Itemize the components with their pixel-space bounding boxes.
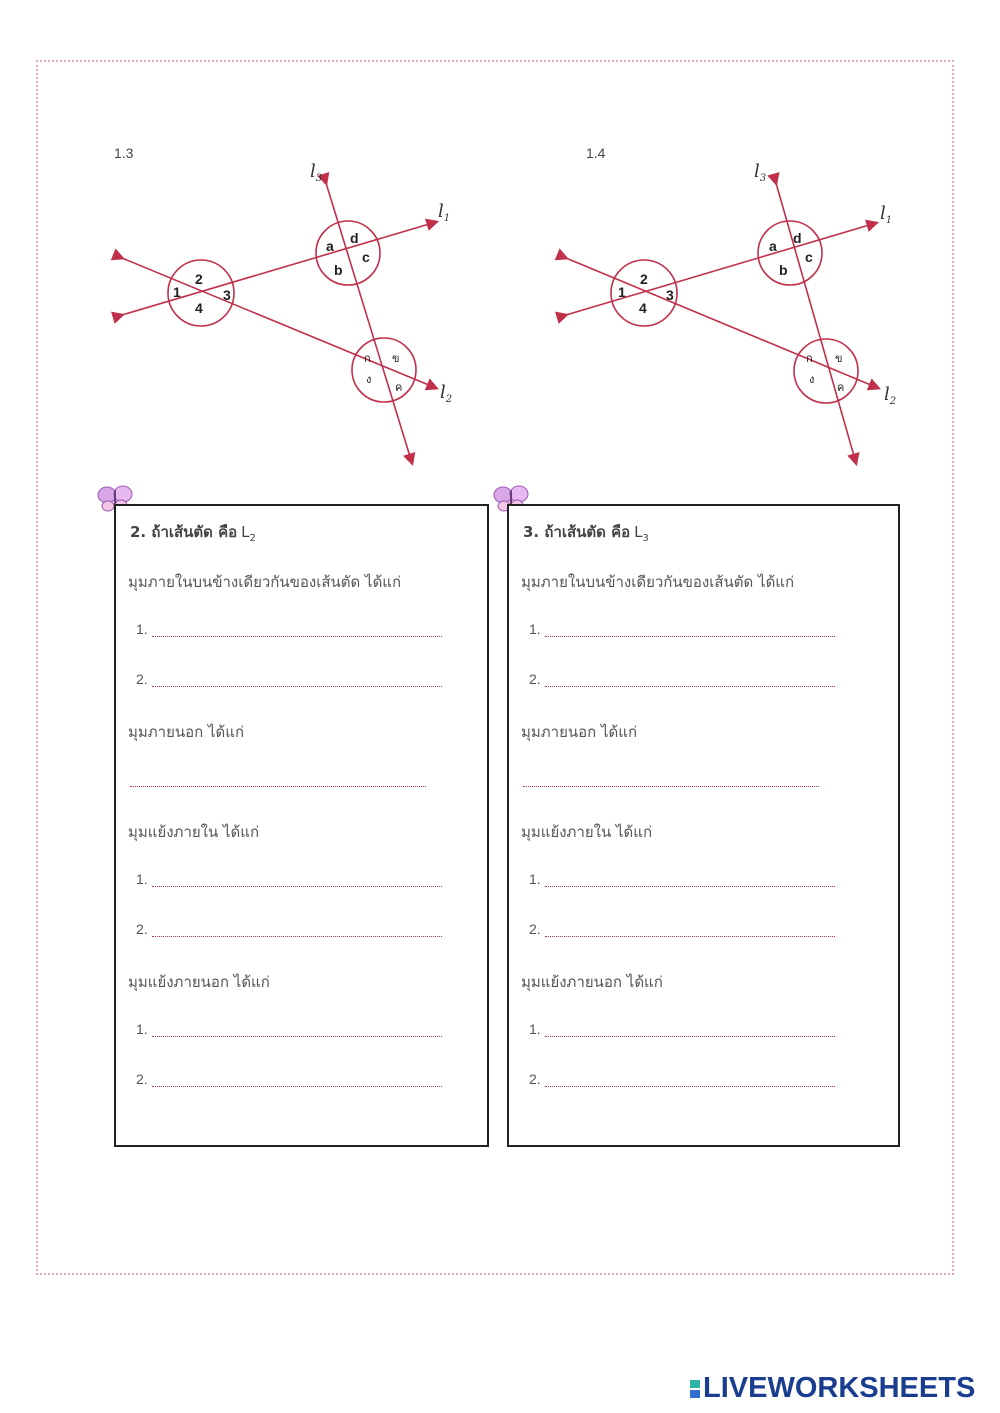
liveworksheets-logo [690, 1372, 975, 1405]
line-label-l2: $l_2$ [440, 382, 453, 405]
angle-label: b [334, 262, 343, 278]
line-label-l2: $l_2$ [884, 384, 897, 407]
interior-same-side-label: มุมภายในบนข้างเดียวกันของเส้นตัด ได้แก่ [521, 573, 795, 591]
answer-field[interactable] [523, 770, 819, 787]
interior-same-side-label: มุมภายในบนข้างเดียวกันของเส้นตัด ได้แก่ [128, 573, 402, 591]
answer-field[interactable]: 1. [529, 870, 835, 887]
answer-field[interactable]: 1. [136, 620, 442, 637]
diagram-1-4 [586, 145, 916, 475]
answer-field[interactable]: 2. [529, 920, 835, 937]
angle-label: ข [835, 352, 843, 365]
line-label-l1: $l_1$ [438, 201, 451, 224]
angle-label: ง [809, 373, 815, 386]
answer-field[interactable] [130, 770, 426, 787]
angle-label: ก [806, 352, 813, 365]
angle-label: c [362, 249, 370, 265]
diagram-svg [114, 145, 474, 475]
diagram-number: 1.3 [114, 145, 134, 161]
angle-label: 2 [195, 271, 203, 287]
angle-label: 2 [640, 271, 648, 287]
angle-label: ค [395, 381, 403, 394]
line-label-l1: $l_1$ [880, 203, 893, 226]
angle-label: ก [364, 352, 371, 365]
answer-field[interactable]: 1. [529, 620, 835, 637]
angle-label: ง [366, 373, 372, 386]
angle-label: 1 [618, 284, 626, 300]
angle-label: 4 [639, 300, 647, 316]
answer-field[interactable]: 2. [136, 670, 442, 687]
angle-label: a [326, 238, 334, 254]
answer-field[interactable]: 1. [529, 1020, 835, 1037]
angle-label: d [793, 230, 802, 246]
answer-field[interactable]: 2. [529, 1070, 835, 1087]
diagram-number: 1.4 [586, 145, 606, 161]
box-title: 3. ถ้าเส้นตัด คือ $L_3$ [523, 523, 649, 544]
alt-interior-label: มุมแย้งภายใน ได้แก่ [128, 823, 260, 841]
exterior-label: มุมภายนอก ได้แก่ [521, 723, 638, 741]
alt-exterior-label: มุมแย้งภายนอก ได้แก่ [128, 973, 270, 991]
answer-field[interactable]: 2. [136, 920, 442, 937]
logo-badge-icon [690, 1379, 700, 1399]
line-label-l3: $l_3$ [754, 161, 767, 184]
angle-label: c [805, 249, 813, 265]
angle-label: ค [837, 381, 845, 394]
angle-label: a [769, 238, 777, 254]
diagram-svg [586, 145, 916, 475]
answer-field[interactable]: 1. [136, 1020, 442, 1037]
angle-label: b [779, 262, 788, 278]
alt-exterior-label: มุมแย้งภายนอก ได้แก่ [521, 973, 663, 991]
angle-label: 3 [223, 287, 231, 303]
diagram-1-3 [114, 145, 474, 475]
angle-label: d [350, 230, 359, 246]
line-label-l3: $l_3$ [310, 161, 323, 184]
logo-text: LIVEWORKSHEETS [703, 1372, 976, 1404]
angle-label: ข [392, 352, 400, 365]
angle-label: 3 [666, 287, 674, 303]
exterior-label: มุมภายนอก ได้แก่ [128, 723, 245, 741]
box-title: 2. ถ้าเส้นตัด คือ $L_2$ [130, 523, 256, 544]
answer-field[interactable]: 2. [136, 1070, 442, 1087]
answer-field[interactable]: 1. [136, 870, 442, 887]
alt-interior-label: มุมแย้งภายใน ได้แก่ [521, 823, 653, 841]
angle-label: 1 [173, 284, 181, 300]
angle-label: 4 [195, 300, 203, 316]
answer-field[interactable]: 2. [529, 670, 835, 687]
question-box-2 [114, 504, 489, 1147]
question-box-3 [507, 504, 900, 1147]
